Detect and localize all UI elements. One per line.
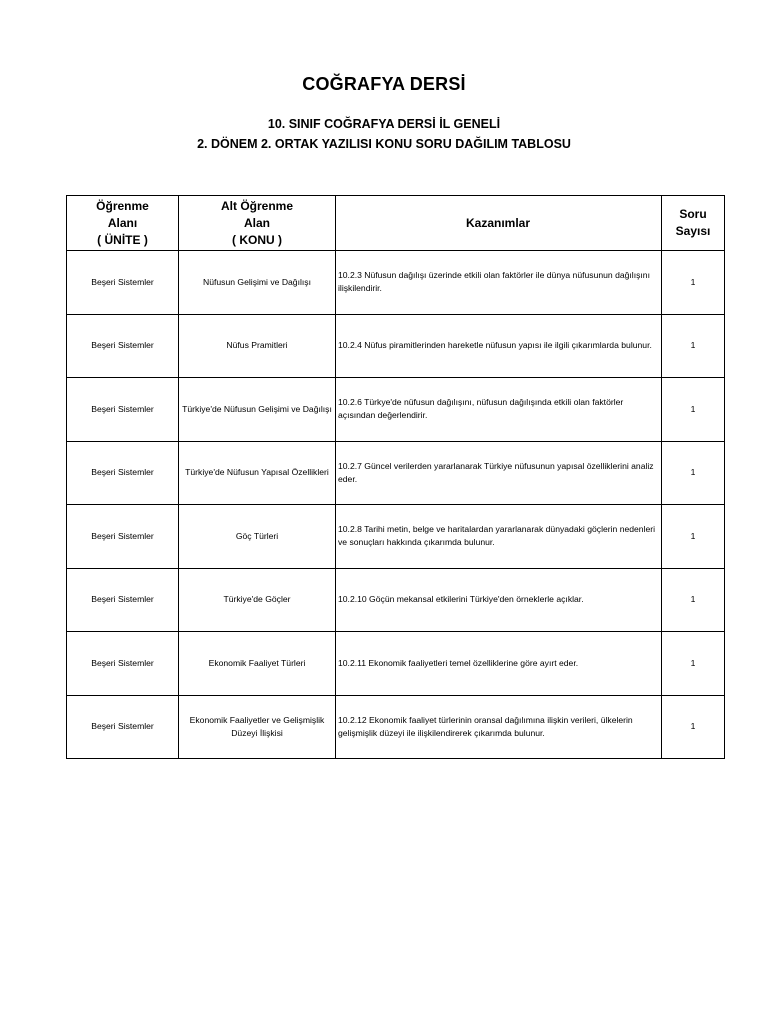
- cell-question-count: 1: [662, 441, 725, 505]
- table-row: [67, 441, 725, 505]
- cell-learning-area: Beşeri Sistemler: [67, 314, 179, 378]
- header-count-line1: Soru: [679, 207, 707, 221]
- cell-question-count: 1: [662, 251, 725, 315]
- cell-outcome: 10.2.4 Nüfus piramitlerinden hareketle nüfusun yapısı ile ilgili çıkarımlarda bulunur.: [336, 314, 662, 378]
- document-subtitle-line1: 10. SINIF COĞRAFYA DERSİ İL GENELİ: [267, 117, 501, 131]
- cell-sub-area: Nüfus Pramitleri: [179, 314, 336, 378]
- table-row: [67, 505, 725, 569]
- cell-sub-area: Ekonomik Faaliyet Türleri: [179, 632, 336, 696]
- header-learning-area-line3: ( ÜNİTE ): [97, 232, 148, 247]
- table-row: [67, 251, 725, 315]
- cell-learning-area: Beşeri Sistemler: [67, 695, 179, 759]
- header-question-count: [662, 196, 725, 251]
- table-header-row: [67, 196, 725, 251]
- table-header: [67, 196, 725, 251]
- header-sub-learning-area: [179, 196, 336, 251]
- cell-learning-area: Beşeri Sistemler: [67, 568, 179, 632]
- header-learning-area-line2: Alanı: [107, 215, 138, 230]
- header-count-line2: Sayısı: [675, 224, 711, 238]
- document-subtitle-line2: 2. DÖNEM 2. ORTAK YAZILISI KONU SORU DAĞILIM TABLOSU: [197, 137, 571, 151]
- cell-outcome: 10.2.8 Tarihi metin, belge ve haritalardan yararlanarak dünyadaki göçlerin nedenleri ve sonuçları hakkında çıkarımda bulunur.: [336, 505, 662, 569]
- header-sub-area-line3: ( KONU ): [232, 232, 282, 247]
- cell-question-count: 1: [662, 695, 725, 759]
- header-learning-area-line1: Öğrenme: [96, 198, 149, 213]
- cell-question-count: 1: [662, 568, 725, 632]
- cell-question-count: 1: [662, 378, 725, 442]
- table-row: [67, 632, 725, 696]
- cell-outcome: 10.2.10 Göçün mekansal etkilerini Türkiye'den örneklerle açıklar.: [336, 568, 662, 632]
- cell-outcome: 10.2.7 Güncel verilerden yararlanarak Türkiye nüfusunun yapısal özelliklerini analiz eder.: [336, 441, 662, 505]
- cell-sub-area: Ekonomik Faaliyetler ve Gelişmişlik Düzeyi İlişkisi: [179, 695, 336, 759]
- cell-sub-area: Türkiye'de Nüfusun Gelişimi ve Dağılışı: [179, 378, 336, 442]
- header-learning-area: [67, 196, 179, 251]
- cell-learning-area: Beşeri Sistemler: [67, 505, 179, 569]
- table-row: [67, 568, 725, 632]
- table-row: [67, 695, 725, 759]
- cell-learning-area: Beşeri Sistemler: [67, 378, 179, 442]
- cell-learning-area: Beşeri Sistemler: [67, 632, 179, 696]
- table-body: [67, 251, 725, 759]
- cell-learning-area: Beşeri Sistemler: [67, 441, 179, 505]
- cell-question-count: 1: [662, 314, 725, 378]
- document-title: COĞRAFYA DERSİ: [302, 74, 466, 94]
- cell-outcome: 10.2.6 Türkye'de nüfusun dağılışını, nüfusun dağılışında etkili olan faktörler açısından değerlendirir.: [336, 378, 662, 442]
- cell-outcome: 10.2.12 Ekonomik faaliyet türlerinin oransal dağılımına ilişkin verileri, ülkelerin gelişmişlik düzeyi ile ilişkilendirerek çıkarımda bulunur.: [336, 695, 662, 759]
- header-outcomes: Kazanımlar: [336, 196, 662, 251]
- cell-question-count: 1: [662, 505, 725, 569]
- table-row: [67, 314, 725, 378]
- cell-sub-area: Türkiye'de Göçler: [179, 568, 336, 632]
- cell-sub-area: Türkiye'de Nüfusun Yapısal Özellikleri: [179, 441, 336, 505]
- header-sub-area-line1: Alt Öğrenme: [220, 198, 293, 213]
- cell-learning-area: Beşeri Sistemler: [67, 251, 179, 315]
- cell-sub-area: Nüfusun Gelişimi ve Dağılışı: [179, 251, 336, 315]
- cell-sub-area: Göç Türleri: [179, 505, 336, 569]
- header-sub-area-line2: Alan: [243, 215, 270, 230]
- table-row: [67, 378, 725, 442]
- cell-outcome: 10.2.11 Ekonomik faaliyetleri temel özelliklerine göre ayırt eder.: [336, 632, 662, 696]
- cell-question-count: 1: [662, 632, 725, 696]
- question-distribution-table: [66, 195, 725, 759]
- cell-outcome: 10.2.3 Nüfusun dağılışı üzerinde etkili olan faktörler ile dünya nüfusunun dağılışını ilişkilendirir.: [336, 251, 662, 315]
